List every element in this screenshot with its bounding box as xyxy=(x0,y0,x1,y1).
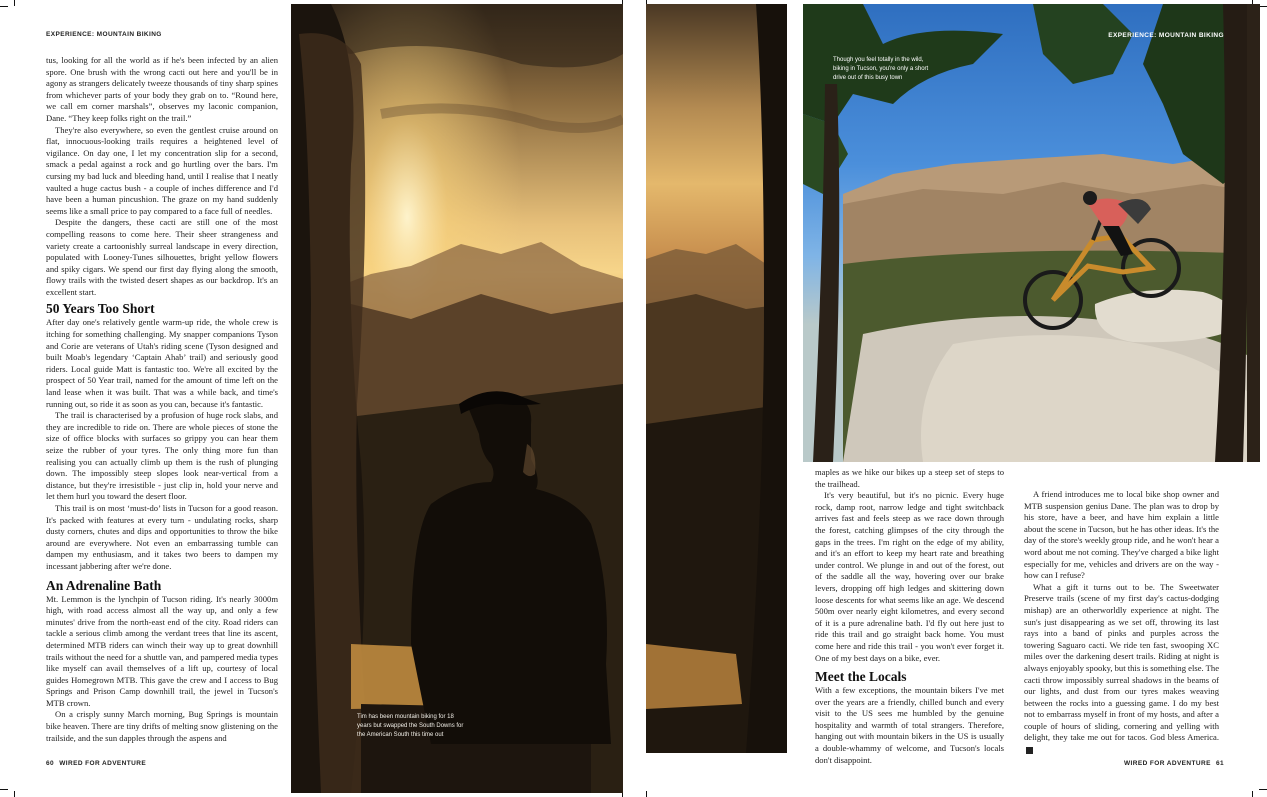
body-paragraph: On a crisply sunny March morning, Bug Springs is mountain bike heaven. There are tiny drifts of melting snow glistening on the trailside, and the sun dapples through the aspens and xyxy=(46,709,278,743)
sunset-photo-right xyxy=(646,4,787,753)
page-number: 60 xyxy=(46,760,55,767)
body-paragraph-text: What a gift it turns out to be. The Sweetwater Preserve trails (scene of my first day's cactus-dodging mishap) are an otherworldly experience at night. The sun's just disappearing as we set off, throwing its last rays into a band of pinks and purples across the towering Saguaro cacti. We ride ten fast, swooping XC miles over the darkening desert trails. Riding at night is always enjoyably spooky, but this is something else. The cacti throw impossibly surreal shadows in the beams of our lights, and dust from our tyres makes weaving between the rocks into a guessing game. I do my best not to embarrass myself in front of my hosts, and after a couple of hours of sliding, cornering and yelling with delight, they take me out for tacos. God bless America. xyxy=(1024,581,1220,743)
crop-mark xyxy=(14,0,15,6)
body-paragraph: It's very beautiful, but it's no picnic. Every huge rock, damp root, narrow ledge and tight switchback arrives fast and feels steep as we race down through the forest, catching glimpses of the city through the gaps in the trees. I'm right on the edge of my ability, and it's an effort to keep my heart rate and breathing under control. We plunge in and out of the forest, out of the saddle all the way, hovering over our brake levers, dropping off high ledges and skittering down loose descents for what seems like an age. We descend 500m over nearly eight kilometres, and every second of it is a pure adrenaline bath. I'd fly out here just to ride this trail and go straight back home. You must come here and ride this trail - you won't ever forget it. One of my best days on a bike, ever. xyxy=(815,490,1004,663)
publication-name: WIRED FOR ADVENTURE xyxy=(1124,760,1211,767)
section-heading: An Adrenaline Bath xyxy=(46,577,162,593)
photo-caption: Though you feel totally in the wild, biking in Tucson, you're only a short drive out of this busy town xyxy=(833,57,929,81)
body-paragraph: This trail is on most ‘must-do’ lists in Tucson for a good reason. It's packed with features at every turn - undulating rocks, sharp dusty corners, chutes and dips and opportunities to throw the bike around are everywhere. Not even an embarrassing tumble can dampen my enthusiasm, and it takes two beers to dampen my incessant jabbering after we're done. xyxy=(46,502,278,571)
body-paragraph: tus, looking for all the world as if he's been infected by an alien spore. One brush with the wrong cacti out here and you'll be in agony as strangers delicately tweeze thousands of tiny sharp spines from whichever parts of your body they grab on to. “Round here, we call em corner marshals”, observes my laconic companion, Dane. “They keep folks right on the trail.” xyxy=(46,55,278,123)
section-heading: 50 Years Too Short xyxy=(46,301,155,317)
body-paragraph xyxy=(1024,582,1219,756)
publication-name: WIRED FOR ADVENTURE xyxy=(59,760,147,767)
crop-mark xyxy=(1259,789,1267,790)
mountain-bike-photo xyxy=(803,4,1260,462)
crop-mark xyxy=(0,789,8,790)
body-paragraph: After day one's relatively gentle warm-up ride, the whole crew is itching for something challenging. My snapper companions Tyson and Corie are veterans of Utah's riding scene (Tyson designed and built Moab's legendary ‘Captain Ahab’ trail) and seriously good riders. Local guide Matt is fantastic too. We're all excited by the prospect of 50 Year trail, named for the amount of time left on the land lease when it was built. That was a while back, and time's running out, so ride it as soon as you can, because it's fantastic. xyxy=(46,317,278,409)
right-photo-edge xyxy=(1247,4,1260,462)
end-of-article-icon xyxy=(1026,747,1033,754)
right-text-column-1 xyxy=(815,467,1004,766)
sunset-scene xyxy=(291,4,623,793)
left-text-column xyxy=(46,55,278,744)
body-paragraph: They're also everywhere, so even the gentlest cruise around on flat, innocuous-looking trails requires a heightened level of vigilance. On day one, I let my concentration slip for a second, smack a pedal against a rock and go hurtling over the bars. I'm cursing my bad luck and bleeding hand, until I realise that I neatly vaulted a huge cactus bush - a couple of inches difference and I'd have been a human pincushion. The graze on my hand suddenly seems like a small price to pay compared to a face full of needles. xyxy=(46,124,278,216)
body-paragraph: With a few exceptions, the mountain bikers I've met over the years are a friendly, chilled bunch and every visit to the US sees me humbled by the genuine hospitality and warmth of total strangers. Therefore, hanging out with mountain bikers in the US is usually a double-whammy of welcome, and Tucson's locals don't disappoint. xyxy=(815,685,1004,765)
body-paragraph: A friend introduces me to local bike shop owner and MTB suspension genius Dane. The plan was to drop by his store, have a beer, and have him explain a little about the scene in Tucson, but he has other ideas. It's the day of the store's weekly group ride, and he won't hear a word about me not coming. They've charged a bike light especially for me, vehicles and drivers are on the way - how can I refuse? xyxy=(1024,489,1219,581)
right-page-footer xyxy=(1124,760,1224,767)
sunset-photo-left xyxy=(291,4,623,793)
body-paragraph: Despite the dangers, these cacti are still one of the most compelling reasons to come here. Their sheer strangeness and variety create a cartoonishly surreal landscape in every direction, populated with Looney-Tunes silhouettes, bright yellow flowers and spiky cigars. We spend our first day flying along the smooth, flowy trails with the twisted desert shapes as our backdrop. It's an excellent start. xyxy=(46,217,278,297)
body-paragraph: The trail is characterised by a profusion of huge rock slabs, and they are incredible to ride on. There are whole pieces of stone the size of office blocks with surfaces so grippy you can hear them seize the rubber of your tyres. The only thing more fun than realising you can actually climb up them is the rush of plunging down. The impossibly steep slopes look near-vertical from a distance, but they're irresistible - just clip in, hold your nerve and let them hurl you toward the desert floor. xyxy=(46,410,278,502)
right-text-column-2 xyxy=(1024,489,1219,756)
crop-mark xyxy=(1252,791,1253,797)
page-number: 61 xyxy=(1216,760,1225,767)
crop-mark xyxy=(646,791,647,797)
crop-mark xyxy=(14,791,15,797)
crop-mark xyxy=(0,6,8,7)
body-paragraph: maples as we hike our bikes up a steep set of steps to the trailhead. xyxy=(815,467,1004,489)
right-page-kicker: EXPERIENCE: MOUNTAIN BIKING xyxy=(1108,32,1224,39)
sunset-scene-continued xyxy=(646,4,787,753)
photo-caption: Tim has been mountain biking for 18 years but swapped the South Downs for the American South this time out xyxy=(357,714,464,738)
body-paragraph: Mt. Lemmon is the lynchpin of Tucson riding. It's nearly 3000m high, with road access almost all the way up, and only a few minutes' drive from the north-east end of the city. Road riders can tackle a serious climb among the verdant trees that line its ascent, determined MTB riders can winch their way up to great downhill trails without the need for a shuttle van, and pampered media types like myself can avail themselves of a lift up, courtesy of local guides Homegrown MTB. This gave the crew and I access to Bug Springs and Prison Camp downhill trail, the jewel in Tucson's MTB crown. xyxy=(46,593,278,708)
section-heading: Meet the Locals xyxy=(815,669,907,685)
crop-mark xyxy=(1259,6,1267,7)
left-page-footer xyxy=(46,760,146,767)
left-page-kicker: EXPERIENCE: MOUNTAIN BIKING xyxy=(46,31,162,38)
